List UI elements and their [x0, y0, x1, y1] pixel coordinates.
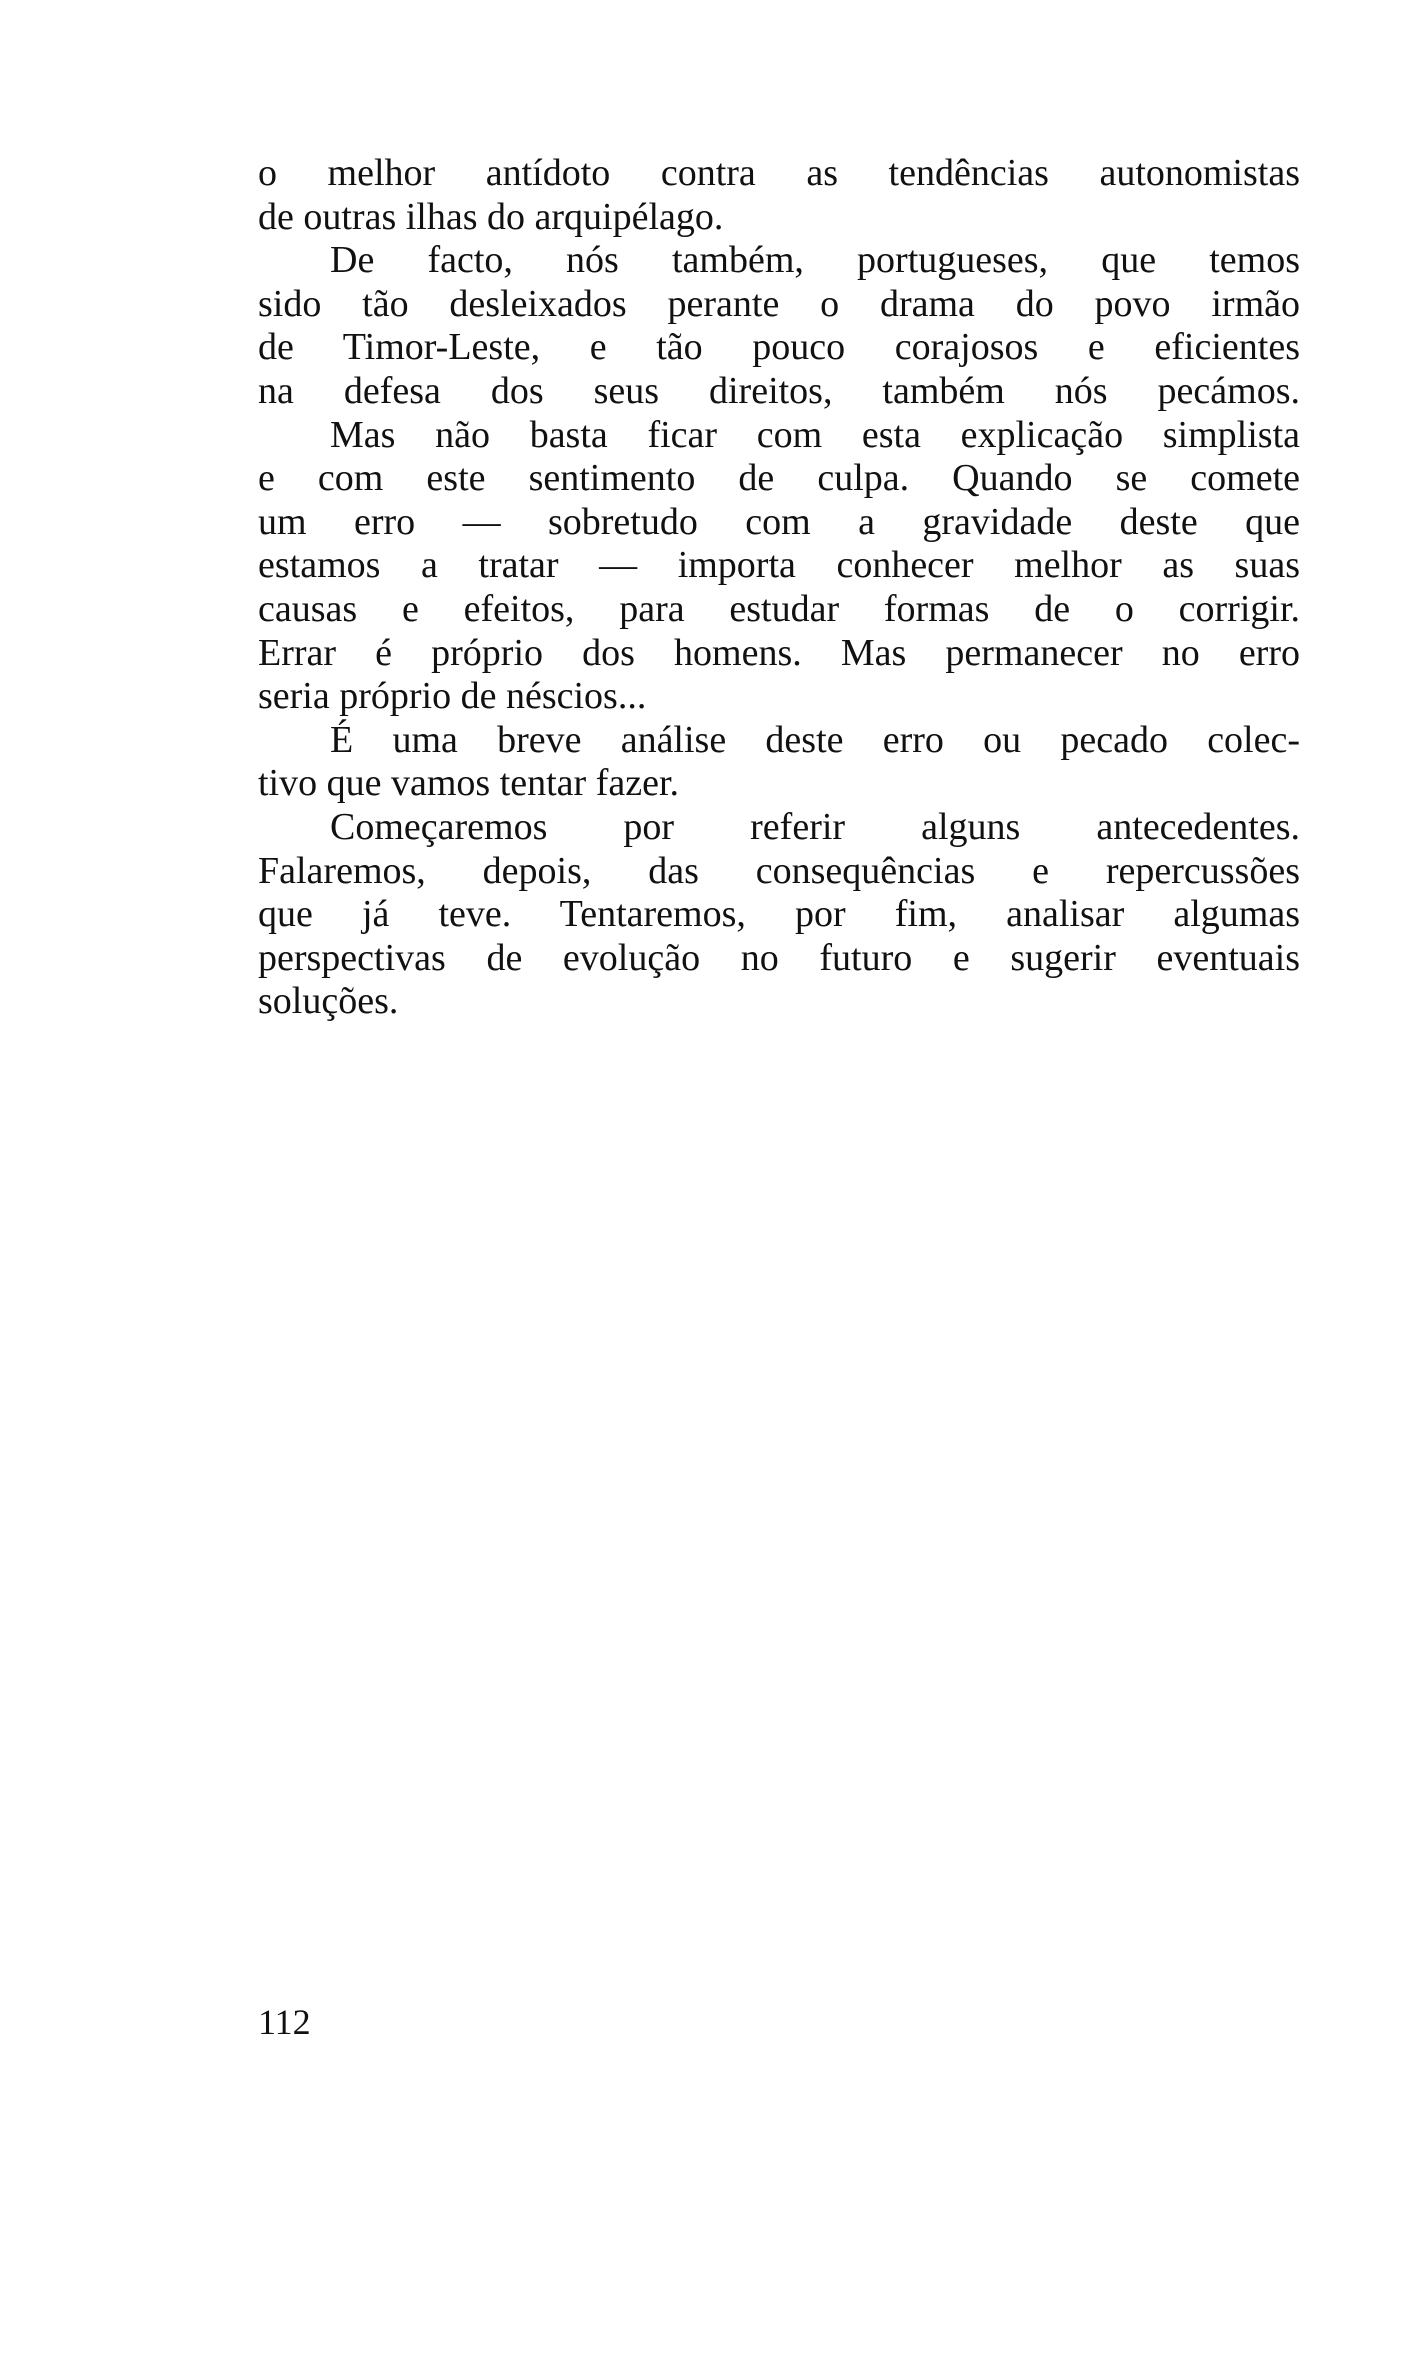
body-text	[258, 152, 1300, 1024]
text-line: perspectivas de evolução no futuro e sugerir eventuais	[258, 936, 1300, 979]
text-line: estamos a tratar — importa conhecer melhor as suas	[258, 544, 1300, 587]
text-line: o melhor antídoto contra as tendências autonomistas	[258, 152, 1300, 194]
text-line: e com este sentimento de culpa. Quando se comete	[258, 457, 1300, 500]
text-line: de outras ilhas do arquipélago.	[258, 195, 724, 238]
text-line: na defesa dos seus direitos, também nós pecámos.	[258, 369, 1300, 412]
text-line: Falaremos, depois, das consequências e repercussões	[258, 849, 1300, 892]
page-number: 112	[258, 2002, 311, 2042]
text-line: soluções.	[258, 980, 399, 1023]
text-line: causas e efeitos, para estudar formas de o corrigir.	[258, 587, 1300, 630]
text-line: Começaremos por referir alguns antecedentes.	[330, 805, 1300, 848]
text-line: sido tão desleixados perante o drama do povo irmão	[258, 282, 1300, 325]
text-line: É uma breve análise deste erro ou pecado colec-	[330, 718, 1300, 761]
text-line: De facto, nós também, portugueses, que temos	[330, 239, 1300, 282]
text-line: de Timor-Leste, e tão pouco corajosos e eficientes	[258, 326, 1300, 369]
text-line: Errar é próprio dos homens. Mas permanecer no erro	[258, 631, 1300, 674]
text-line: seria próprio de néscios...	[258, 675, 647, 718]
text-line: que já teve. Tentaremos, por fim, analisar algumas	[258, 893, 1300, 936]
text-line: Mas não basta ficar com esta explicação simplista	[330, 413, 1300, 456]
text-line: tivo que vamos tentar fazer.	[258, 762, 680, 805]
text-line: um erro — sobretudo com a gravidade deste que	[258, 500, 1300, 543]
